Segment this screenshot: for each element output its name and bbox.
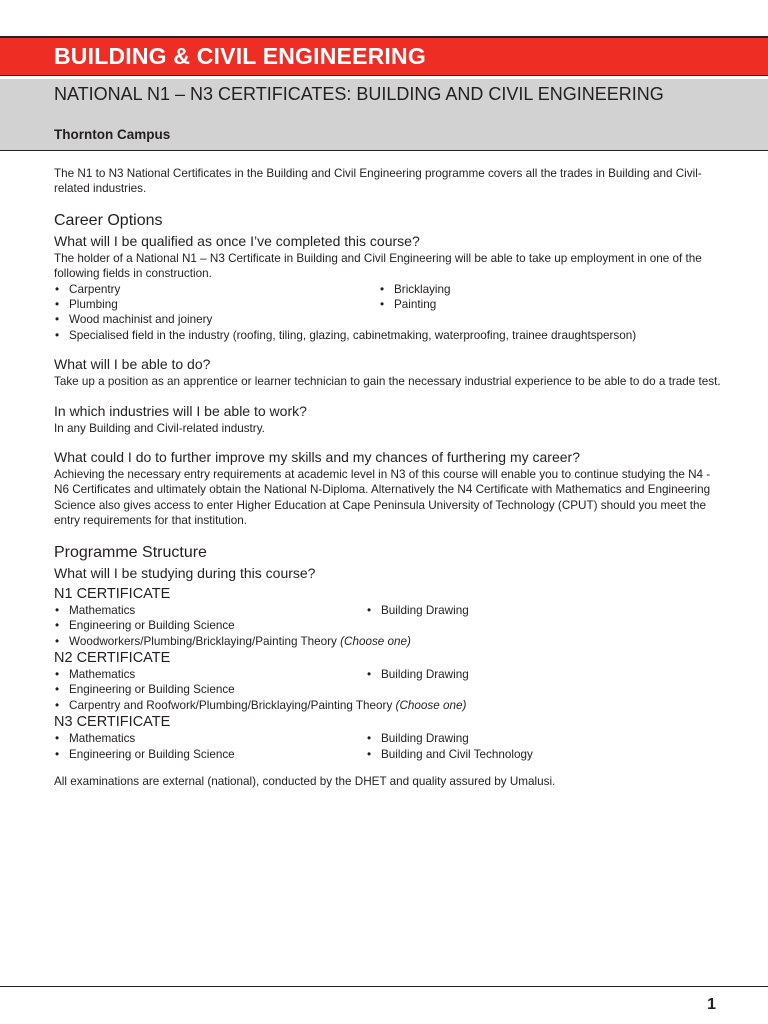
- list-item: • Bricklaying: [379, 282, 724, 297]
- n3-certificate-title: N3 CERTIFICATE: [54, 714, 171, 731]
- list-item: • Engineering or Building Science: [54, 747, 366, 762]
- examinations-note: All examinations are external (national), conducted by the DHET and quality assured by Umalusi.: [54, 774, 556, 788]
- able-to-do-answer: Take up a position as an apprentice or learner technician to gain the necessary industrial experience to be able to do a trade test.: [54, 375, 721, 389]
- list-item: • Wood machinist and joinery: [54, 312, 724, 327]
- intro-paragraph: The N1 to N3 National Certificates in the Building and Civil Engineering programme covers all the trades in Building and Civil-related industries.: [54, 167, 702, 196]
- career-fields-list: [54, 282, 724, 344]
- further-skills-answer: Achieving the necessary entry requirements at academic level in N3 of this course will enable you to continue studying the N4 - N6 Certificates and ultimately obtain the National N-Diploma. Alternatively the N4 Certificate with Mathematics and Engineering Science also gives access to enter Higher Education at Cape Peninsula University of Technology (CPUT) should you meet the entry requirements for that institution.: [54, 468, 711, 528]
- campus-label: Thornton Campus: [54, 127, 171, 142]
- list-item: • Engineering or Building Science: [54, 618, 724, 633]
- list-item: • Carpentry: [54, 282, 379, 297]
- subject-label: Carpentry and Roofwork/Plumbing/Bricklaying/Painting Theory: [69, 698, 393, 712]
- department-banner: [0, 38, 768, 76]
- footer-rule: [0, 986, 768, 987]
- n1-certificate-title: N1 CERTIFICATE: [54, 585, 171, 602]
- n3-subjects-list: [54, 731, 724, 762]
- department-title: BUILDING & CIVIL ENGINEERING: [54, 43, 426, 69]
- industries-answer: In any Building and Civil-related industry.: [54, 421, 265, 435]
- programme-structure-heading: Programme Structure: [54, 543, 207, 561]
- list-item: • Specialised field in the industry (roofing, tiling, glazing, cabinetmaking, waterproofing, trainee draughtsperson): [54, 328, 724, 343]
- n2-certificate-title: N2 CERTIFICATE: [54, 649, 171, 666]
- career-options-heading: Career Options: [54, 211, 163, 229]
- list-item: • Building Drawing: [366, 667, 724, 682]
- n1-subjects-list: [54, 603, 724, 649]
- page-content: [54, 166, 724, 789]
- able-to-do-question: What will I be able to do?: [54, 356, 211, 373]
- list-item: • Building Drawing: [366, 603, 724, 618]
- list-item: • Engineering or Building Science: [54, 682, 724, 697]
- n2-subjects-list: [54, 667, 724, 713]
- list-item: • Building Drawing: [366, 731, 724, 746]
- list-item: [54, 698, 724, 713]
- list-item: • Building and Civil Technology: [366, 747, 724, 762]
- qualified-answer: The holder of a National N1 – N3 Certificate in Building and Civil Engineering will be able to take up employment in one of the following fields in construction.: [54, 251, 702, 281]
- further-skills-question: What could I do to further improve my skills and my chances of furthering my career?: [54, 449, 580, 466]
- choose-one-note: (Choose one): [395, 698, 467, 712]
- list-item: [54, 634, 724, 649]
- page-number: 1: [707, 996, 716, 1013]
- list-item: • Mathematics: [54, 603, 366, 618]
- list-item: • Mathematics: [54, 731, 366, 746]
- industries-question: In which industries will I be able to work?: [54, 402, 307, 419]
- studying-question: What will I be studying during this course?: [54, 564, 316, 581]
- list-item: • Painting: [379, 297, 724, 312]
- subject-label: Woodworkers/Plumbing/Bricklaying/Painting Theory: [69, 634, 337, 648]
- qualified-question: What will I be qualified as once I’ve completed this course?: [54, 232, 420, 249]
- list-item: • Mathematics: [54, 667, 366, 682]
- course-banner: [0, 79, 768, 151]
- choose-one-note: (Choose one): [340, 634, 411, 648]
- list-item: • Plumbing: [54, 297, 379, 312]
- course-title: NATIONAL N1 – N3 CERTIFICATES: BUILDING AND CIVIL ENGINEERING: [54, 84, 664, 104]
